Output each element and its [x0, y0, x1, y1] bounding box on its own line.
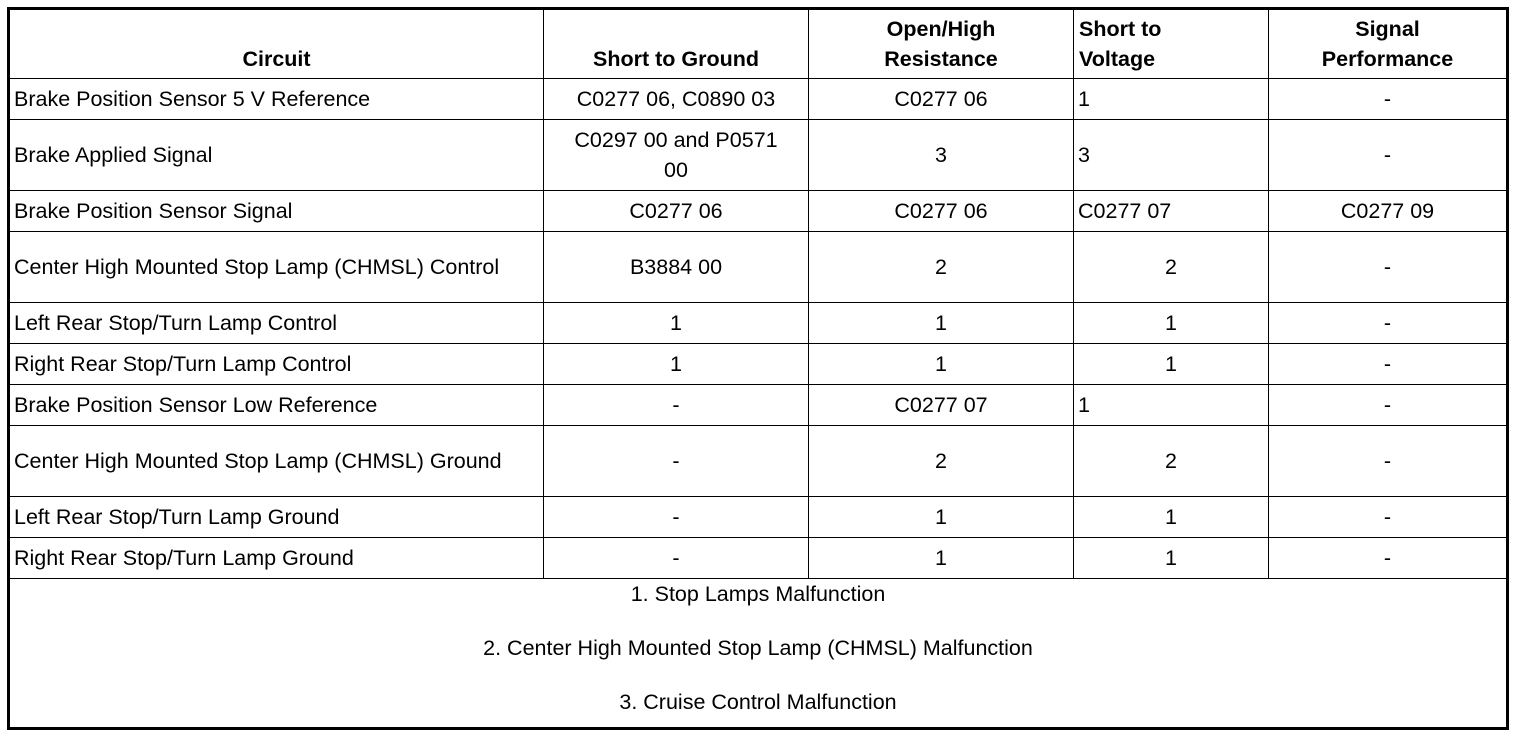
- cell-short-to-voltage: 1: [1074, 385, 1269, 426]
- cell-short-to-voltage: 1: [1074, 79, 1269, 120]
- cell-signal-performance: -: [1269, 426, 1508, 497]
- cell-short-to-voltage: 2: [1074, 232, 1269, 303]
- header-open-high-resistance: [809, 9, 1074, 79]
- cell-short-to-ground: 1: [544, 344, 809, 385]
- cell-circuit: Right Rear Stop/Turn Lamp Control: [9, 344, 544, 385]
- cell-short-to-voltage: 2: [1074, 426, 1269, 497]
- header-signal-performance: [1269, 9, 1508, 79]
- cell-signal-performance: -: [1269, 344, 1508, 385]
- cell-short-to-ground: -: [544, 538, 809, 579]
- notes-row: [9, 579, 1508, 729]
- cell-circuit: Brake Position Sensor Low Reference: [9, 385, 544, 426]
- cell-open-high-resistance: C0277 06: [809, 79, 1074, 120]
- note-item: 3. Cruise Control Malfunction: [619, 690, 897, 714]
- cell-short-to-ground: -: [544, 426, 809, 497]
- cell-open-high-resistance: 1: [809, 497, 1074, 538]
- cell-open-high-resistance: 1: [809, 538, 1074, 579]
- notes-cell: [9, 579, 1508, 729]
- cell-open-high-resistance: 3: [809, 120, 1074, 191]
- cell-open-high-resistance: 1: [809, 344, 1074, 385]
- cell-open-high-resistance: 2: [809, 232, 1074, 303]
- cell-short-to-voltage: 1: [1074, 303, 1269, 344]
- circuit-dtc-table: [7, 7, 1509, 730]
- table-row: [9, 426, 1508, 497]
- header-short-to-ground: Short to Ground: [544, 9, 809, 79]
- table-row: [9, 303, 1508, 344]
- dtc-table-container: [7, 7, 1509, 730]
- cell-short-to-voltage: 3: [1074, 120, 1269, 191]
- cell-short-to-ground: B3884 00: [544, 232, 809, 303]
- cell-short-to-voltage: 1: [1074, 538, 1269, 579]
- cell-signal-performance: -: [1269, 79, 1508, 120]
- cell-open-high-resistance: 2: [809, 426, 1074, 497]
- header-row: [9, 9, 1508, 79]
- cell-signal-performance: -: [1269, 497, 1508, 538]
- cell-signal-performance: -: [1269, 538, 1508, 579]
- cell-circuit: Right Rear Stop/Turn Lamp Ground: [9, 538, 544, 579]
- cell-short-to-voltage: 1: [1074, 497, 1269, 538]
- cell-circuit: Center High Mounted Stop Lamp (CHMSL) Ground: [9, 426, 544, 497]
- cell-open-high-resistance: 1: [809, 303, 1074, 344]
- header-open-high-resistance-text: Open/High Resistance: [884, 17, 998, 71]
- cell-short-to-ground: C0277 06, C0890 03: [544, 79, 809, 120]
- cell-signal-performance: -: [1269, 385, 1508, 426]
- table-row: [9, 120, 1508, 191]
- cell-circuit: Brake Position Sensor Signal: [9, 191, 544, 232]
- cell-short-to-ground: C0277 06: [544, 191, 809, 232]
- header-signal-performance-text: Signal Performance: [1321, 17, 1454, 71]
- cell-short-to-ground: C0297 00 and P0571 00: [544, 120, 809, 191]
- table-row: [9, 538, 1508, 579]
- cell-circuit: Center High Mounted Stop Lamp (CHMSL) Control: [9, 232, 544, 303]
- cell-short-to-voltage: 1: [1074, 344, 1269, 385]
- cell-signal-performance: -: [1269, 303, 1508, 344]
- cell-short-to-ground: -: [544, 497, 809, 538]
- cell-open-high-resistance: C0277 07: [809, 385, 1074, 426]
- header-circuit: Circuit: [9, 9, 544, 79]
- header-short-to-voltage-text: Short to Voltage: [1079, 17, 1162, 71]
- cell-short-to-ground: 1: [544, 303, 809, 344]
- cell-circuit: Brake Position Sensor 5 V Reference: [9, 79, 544, 120]
- header-short-to-voltage: [1074, 9, 1269, 79]
- cell-signal-performance: C0277 09: [1269, 191, 1508, 232]
- cell-open-high-resistance: C0277 06: [809, 191, 1074, 232]
- table-row: [9, 79, 1508, 120]
- cell-circuit: Left Rear Stop/Turn Lamp Ground: [9, 497, 544, 538]
- table-row: [9, 232, 1508, 303]
- table-row: [9, 344, 1508, 385]
- cell-short-to-ground: -: [544, 385, 809, 426]
- cell-signal-performance: -: [1269, 232, 1508, 303]
- table-row: [9, 497, 1508, 538]
- cell-circuit: Brake Applied Signal: [9, 120, 544, 191]
- cell-circuit: Left Rear Stop/Turn Lamp Control: [9, 303, 544, 344]
- note-item: 2. Center High Mounted Stop Lamp (CHMSL) Malfunction: [483, 636, 1033, 660]
- note-item: 1. Stop Lamps Malfunction: [630, 582, 886, 606]
- table-row: [9, 385, 1508, 426]
- cell-signal-performance: -: [1269, 120, 1508, 191]
- table-row: [9, 191, 1508, 232]
- cell-short-to-voltage: C0277 07: [1074, 191, 1269, 232]
